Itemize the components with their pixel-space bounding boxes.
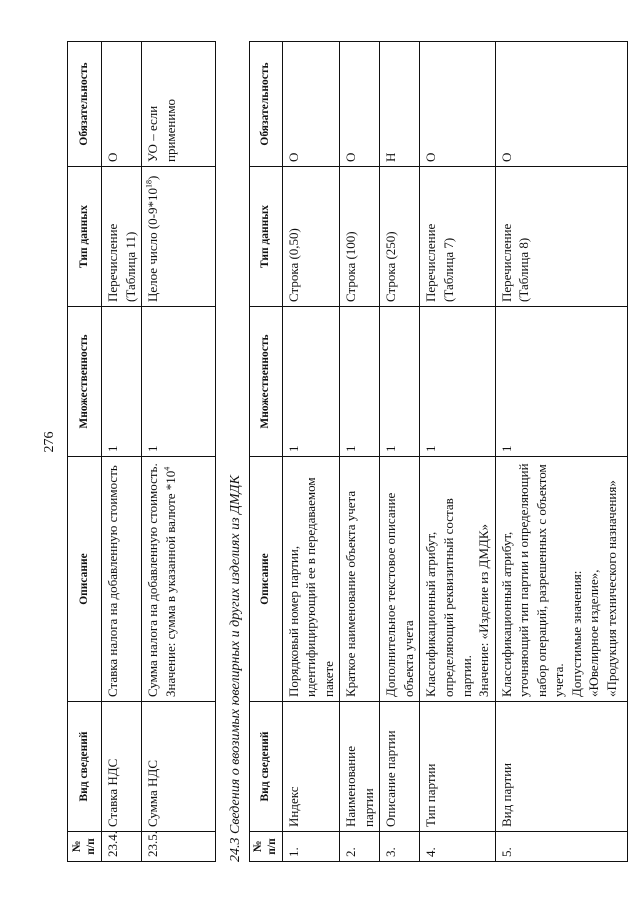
table-row xyxy=(142,42,216,862)
row-num: 1. xyxy=(282,832,340,862)
row-kind: Описание партии xyxy=(380,702,420,832)
row-req: УО – если применимо xyxy=(142,42,216,167)
desc-line: Значение: «Изделие из ДМДК» xyxy=(476,523,492,697)
row-req: О xyxy=(282,42,340,167)
header-kind: Вид сведений xyxy=(250,702,283,832)
table-row xyxy=(340,42,380,862)
row-type: Перечисление (Таблица 7) xyxy=(420,167,495,307)
row-desc: Порядковый номер партии, идентифицирующий ее в передаваемом пакете xyxy=(282,457,340,702)
header-num: № п/п xyxy=(250,832,283,862)
header-desc: Описание xyxy=(250,457,283,702)
row-kind: Индекс xyxy=(282,702,340,832)
table-row xyxy=(380,42,420,862)
row-desc: Дополнительное текстовое описание объекта учета xyxy=(380,457,420,702)
row-req: О xyxy=(420,42,495,167)
row-mult: 1 xyxy=(380,307,420,457)
header-req: Обязательность xyxy=(68,42,102,167)
row-type: Целое число $(0-9*10^{18})$ xyxy=(142,167,216,307)
header-num: № п/п xyxy=(68,832,102,862)
row-desc: Краткое наименование объекта учета xyxy=(340,457,380,702)
desc-line: Сумма налога на добавленную стоимость. xyxy=(145,463,161,697)
row-mult: 1 xyxy=(340,307,380,457)
row-desc xyxy=(142,457,216,702)
table-header-row xyxy=(68,42,102,862)
table-row xyxy=(495,42,627,862)
row-desc xyxy=(495,457,627,702)
row-kind: Вид партии xyxy=(495,702,627,832)
rotated-document-content xyxy=(67,42,635,862)
row-req: Н xyxy=(380,42,420,167)
table-header-row xyxy=(250,42,283,862)
row-num: 3. xyxy=(380,832,420,862)
row-type: Строка (100) xyxy=(340,167,380,307)
row-type: Строка (250) xyxy=(380,167,420,307)
header-mult: Множественность xyxy=(250,307,283,457)
row-req: О xyxy=(495,42,627,167)
row-num: 4. xyxy=(420,832,495,862)
table-row xyxy=(102,42,142,862)
row-num: 23.5. xyxy=(142,832,216,862)
row-kind: Ставка НДС xyxy=(102,702,142,832)
row-kind: Тип партии xyxy=(420,702,495,832)
row-desc: Ставка налога на добавленную стоимость xyxy=(102,457,142,702)
items-table xyxy=(249,41,628,862)
desc-line: «Ювелирное изделие», xyxy=(586,569,602,697)
header-req: Обязательность xyxy=(250,42,283,167)
row-type: Перечисление (Таблица 11) xyxy=(102,167,142,307)
header-type: Тип данных xyxy=(250,167,283,307)
desc-line: Классификационный атрибут, уточняющий тип партии и определяющий набор операций, разрешенных с объектом учета. xyxy=(498,463,567,697)
row-type: Перечисление (Таблица 8) xyxy=(495,167,627,307)
row-mult: 1 xyxy=(102,307,142,457)
desc-line: «Продукция технического назначения» xyxy=(603,480,619,697)
row-kind: Сумма НДС xyxy=(142,702,216,832)
page-number: 276 xyxy=(42,431,57,453)
row-mult: 1 xyxy=(495,307,627,457)
row-req: О xyxy=(102,42,142,167)
row-num: 2. xyxy=(340,832,380,862)
table-row xyxy=(420,42,495,862)
row-mult: 1 xyxy=(420,307,495,457)
section-title: 24.3 Сведения о ввозимых ювелирных и других изделиях из ДМДК xyxy=(228,475,243,862)
header-kind: Вид сведений xyxy=(68,702,102,832)
row-mult: 1 xyxy=(142,307,216,457)
header-mult: Множественность xyxy=(68,307,102,457)
desc-line: Значение: сумма в указанной валюте $*10^4$ xyxy=(162,466,178,697)
row-desc xyxy=(420,457,495,702)
header-desc: Описание xyxy=(68,457,102,702)
header-type: Тип данных xyxy=(68,167,102,307)
table-row xyxy=(282,42,340,862)
row-kind: Наименование партии xyxy=(340,702,380,832)
row-num: 23.4. xyxy=(102,832,142,862)
row-num: 5. xyxy=(495,832,627,862)
row-type: Строка (0,50) xyxy=(282,167,340,307)
desc-line: Классификационный атрибут, определяющий реквизитный состав партии. xyxy=(423,498,474,697)
row-req: О xyxy=(340,42,380,167)
desc-line: Допустимые значения: xyxy=(568,570,584,697)
row-mult: 1 xyxy=(282,307,340,457)
vat-table xyxy=(67,41,216,862)
